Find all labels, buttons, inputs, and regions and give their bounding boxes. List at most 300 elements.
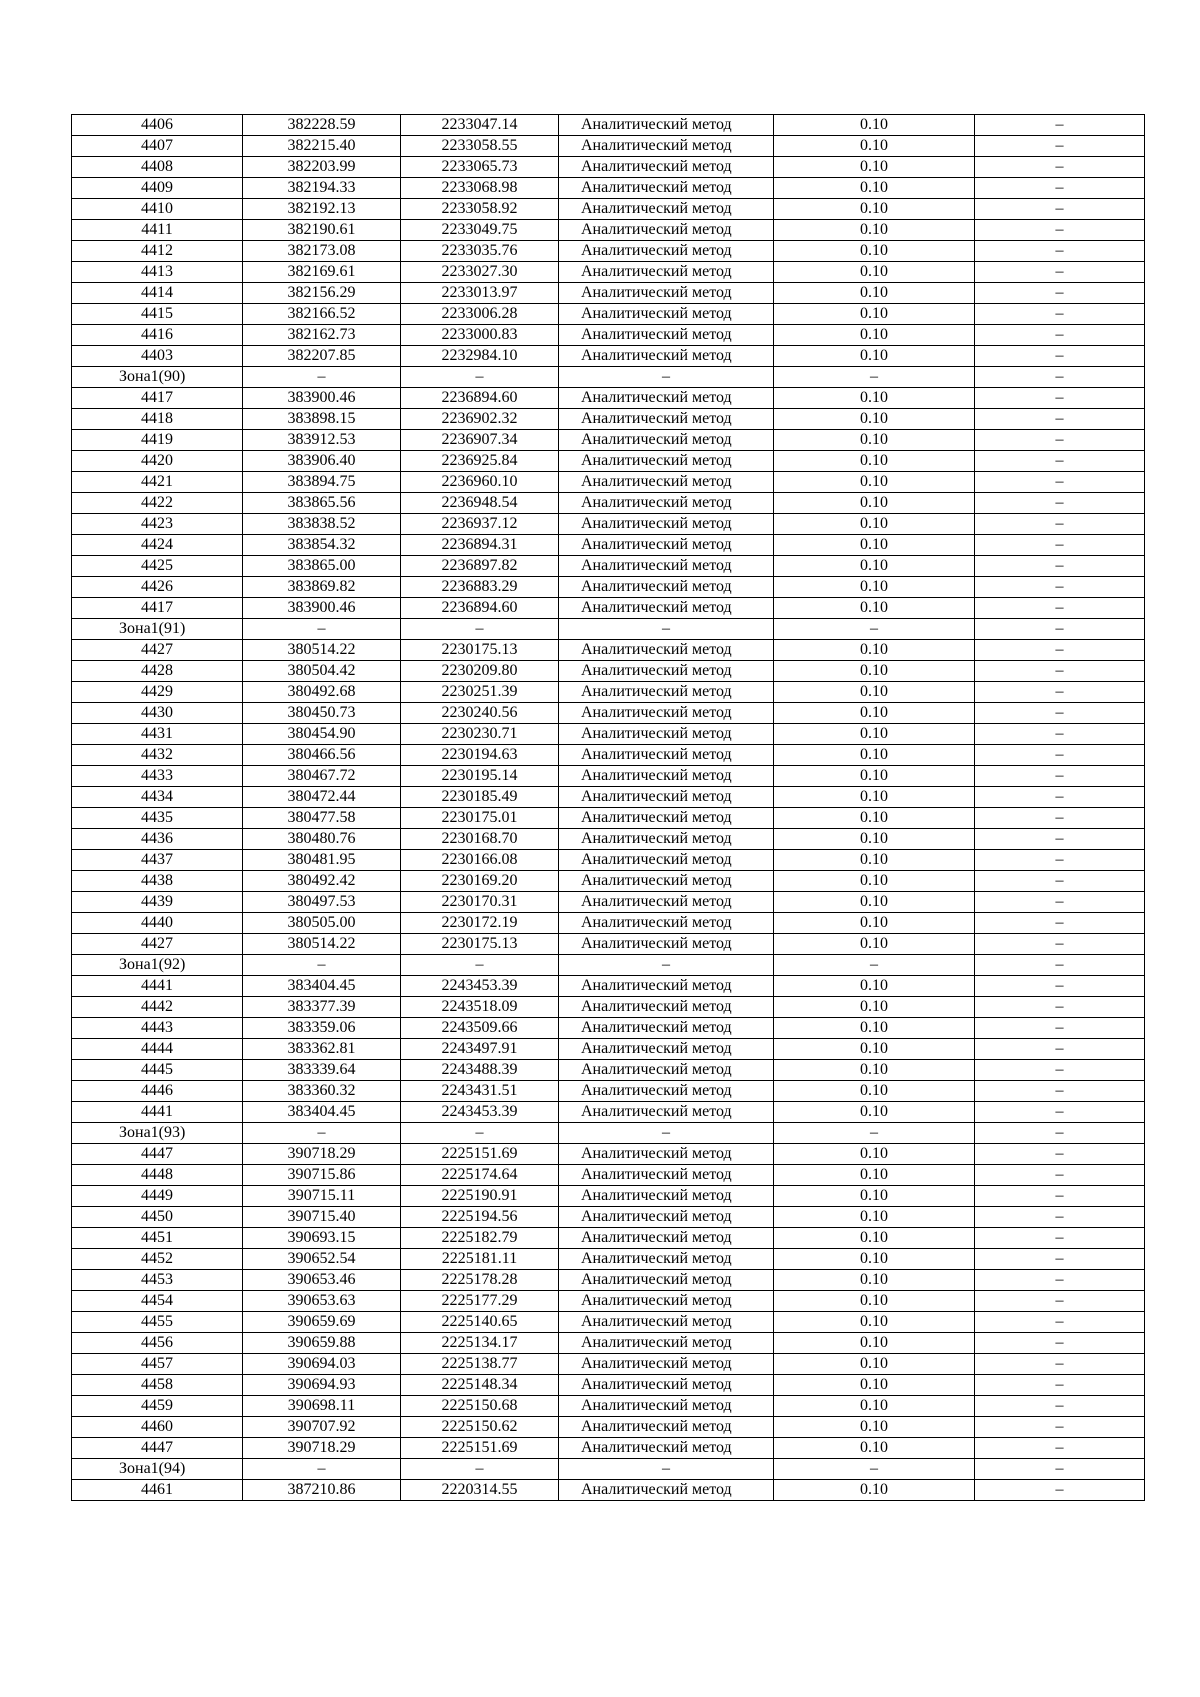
- method-cell: Аналитический метод: [559, 1186, 774, 1207]
- x-coordinate-cell: 383404.45: [243, 1102, 401, 1123]
- y-coordinate-cell: 2236960.10: [401, 472, 559, 493]
- note-cell: –: [975, 367, 1145, 388]
- method-cell: Аналитический метод: [559, 1249, 774, 1270]
- point-number-cell: 4456: [72, 1333, 243, 1354]
- note-cell: –: [975, 1228, 1145, 1249]
- x-coordinate-cell: 383912.53: [243, 430, 401, 451]
- table-row: [72, 1480, 1145, 1501]
- y-coordinate-cell: 2243509.66: [401, 1018, 559, 1039]
- table-row: [72, 178, 1145, 199]
- method-cell: Аналитический метод: [559, 577, 774, 598]
- note-cell: –: [975, 535, 1145, 556]
- accuracy-cell: 0.10: [774, 220, 975, 241]
- zone-name-cell: Зона1(90): [72, 367, 243, 388]
- method-cell: Аналитический метод: [559, 661, 774, 682]
- table-row: [72, 388, 1145, 409]
- note-cell: –: [975, 346, 1145, 367]
- zone-header-row: [72, 1123, 1145, 1144]
- table-row: [72, 262, 1145, 283]
- note-cell: –: [975, 262, 1145, 283]
- accuracy-cell: 0.10: [774, 1270, 975, 1291]
- coordinates-table: [71, 114, 1145, 1501]
- method-cell: Аналитический метод: [559, 892, 774, 913]
- y-coordinate-cell: 2236894.31: [401, 535, 559, 556]
- x-coordinate-cell: 390715.86: [243, 1165, 401, 1186]
- note-cell: –: [975, 745, 1145, 766]
- x-coordinate-cell: 383360.32: [243, 1081, 401, 1102]
- y-coordinate-cell: 2236937.12: [401, 514, 559, 535]
- method-cell: Аналитический метод: [559, 514, 774, 535]
- y-coordinate-cell: 2233006.28: [401, 304, 559, 325]
- x-coordinate-cell: 383838.52: [243, 514, 401, 535]
- y-coordinate-cell: 2232984.10: [401, 346, 559, 367]
- point-number-cell: 4451: [72, 1228, 243, 1249]
- point-number-cell: 4429: [72, 682, 243, 703]
- point-number-cell: 4416: [72, 325, 243, 346]
- accuracy-cell: 0.10: [774, 535, 975, 556]
- method-cell: Аналитический метод: [559, 304, 774, 325]
- point-number-cell: 4447: [72, 1144, 243, 1165]
- point-number-cell: 4417: [72, 388, 243, 409]
- x-coordinate-cell: 382166.52: [243, 304, 401, 325]
- point-number-cell: 4449: [72, 1186, 243, 1207]
- table-row: [72, 409, 1145, 430]
- method-cell: Аналитический метод: [559, 1333, 774, 1354]
- table-row: [72, 1438, 1145, 1459]
- method-cell: Аналитический метод: [559, 934, 774, 955]
- note-cell: –: [975, 1249, 1145, 1270]
- y-coordinate-cell: 2233049.75: [401, 220, 559, 241]
- table-row: [72, 241, 1145, 262]
- method-cell: Аналитический метод: [559, 829, 774, 850]
- method-cell: Аналитический метод: [559, 1165, 774, 1186]
- accuracy-cell: 0.10: [774, 577, 975, 598]
- method-cell: Аналитический метод: [559, 241, 774, 262]
- accuracy-cell: 0.10: [774, 724, 975, 745]
- method-cell: Аналитический метод: [559, 913, 774, 934]
- y-coordinate-cell: 2236907.34: [401, 430, 559, 451]
- note-cell: –: [975, 1165, 1145, 1186]
- x-coordinate-cell: 390659.69: [243, 1312, 401, 1333]
- accuracy-cell: 0.10: [774, 262, 975, 283]
- y-coordinate-cell: 2230185.49: [401, 787, 559, 808]
- x-coordinate-cell: –: [243, 1123, 401, 1144]
- note-cell: –: [975, 1480, 1145, 1501]
- accuracy-cell: 0.10: [774, 913, 975, 934]
- note-cell: –: [975, 787, 1145, 808]
- accuracy-cell: 0.10: [774, 1312, 975, 1333]
- accuracy-cell: 0.10: [774, 1228, 975, 1249]
- method-cell: –: [559, 1459, 774, 1480]
- method-cell: Аналитический метод: [559, 703, 774, 724]
- table-row: [72, 892, 1145, 913]
- table-row: [72, 577, 1145, 598]
- table-row: [72, 220, 1145, 241]
- point-number-cell: 4435: [72, 808, 243, 829]
- y-coordinate-cell: 2233013.97: [401, 283, 559, 304]
- y-coordinate-cell: 2233027.30: [401, 262, 559, 283]
- method-cell: Аналитический метод: [559, 220, 774, 241]
- y-coordinate-cell: 2236883.29: [401, 577, 559, 598]
- point-number-cell: 4406: [72, 115, 243, 136]
- note-cell: –: [975, 850, 1145, 871]
- x-coordinate-cell: 383865.56: [243, 493, 401, 514]
- y-coordinate-cell: 2230172.19: [401, 913, 559, 934]
- table-row: [72, 451, 1145, 472]
- method-cell: Аналитический метод: [559, 598, 774, 619]
- note-cell: –: [975, 1207, 1145, 1228]
- point-number-cell: 4443: [72, 1018, 243, 1039]
- table-row: [72, 1102, 1145, 1123]
- note-cell: –: [975, 976, 1145, 997]
- y-coordinate-cell: 2230175.01: [401, 808, 559, 829]
- x-coordinate-cell: 380504.42: [243, 661, 401, 682]
- x-coordinate-cell: 382173.08: [243, 241, 401, 262]
- x-coordinate-cell: 383362.81: [243, 1039, 401, 1060]
- accuracy-cell: 0.10: [774, 199, 975, 220]
- point-number-cell: 4445: [72, 1060, 243, 1081]
- method-cell: –: [559, 955, 774, 976]
- x-coordinate-cell: 380477.58: [243, 808, 401, 829]
- method-cell: Аналитический метод: [559, 157, 774, 178]
- table-row: [72, 850, 1145, 871]
- x-coordinate-cell: 390693.15: [243, 1228, 401, 1249]
- accuracy-cell: 0.10: [774, 514, 975, 535]
- point-number-cell: 4421: [72, 472, 243, 493]
- table-row: [72, 157, 1145, 178]
- note-cell: –: [975, 829, 1145, 850]
- y-coordinate-cell: 2225190.91: [401, 1186, 559, 1207]
- y-coordinate-cell: 2230195.14: [401, 766, 559, 787]
- table-row: [72, 745, 1145, 766]
- table-row: [72, 1417, 1145, 1438]
- accuracy-cell: –: [774, 1123, 975, 1144]
- x-coordinate-cell: 390718.29: [243, 1144, 401, 1165]
- method-cell: Аналитический метод: [559, 1291, 774, 1312]
- x-coordinate-cell: –: [243, 619, 401, 640]
- zone-header-row: [72, 1459, 1145, 1480]
- accuracy-cell: 0.10: [774, 1081, 975, 1102]
- accuracy-cell: 0.10: [774, 766, 975, 787]
- method-cell: Аналитический метод: [559, 766, 774, 787]
- accuracy-cell: 0.10: [774, 1186, 975, 1207]
- method-cell: Аналитический метод: [559, 325, 774, 346]
- method-cell: Аналитический метод: [559, 409, 774, 430]
- note-cell: –: [975, 871, 1145, 892]
- method-cell: Аналитический метод: [559, 430, 774, 451]
- x-coordinate-cell: 380450.73: [243, 703, 401, 724]
- method-cell: Аналитический метод: [559, 997, 774, 1018]
- accuracy-cell: 0.10: [774, 976, 975, 997]
- point-number-cell: 4407: [72, 136, 243, 157]
- point-number-cell: 4427: [72, 934, 243, 955]
- y-coordinate-cell: 2225151.69: [401, 1144, 559, 1165]
- table-row: [72, 514, 1145, 535]
- point-number-cell: 4455: [72, 1312, 243, 1333]
- x-coordinate-cell: 382162.73: [243, 325, 401, 346]
- y-coordinate-cell: –: [401, 367, 559, 388]
- note-cell: –: [975, 913, 1145, 934]
- accuracy-cell: –: [774, 619, 975, 640]
- point-number-cell: 4430: [72, 703, 243, 724]
- table-row: [72, 535, 1145, 556]
- note-cell: –: [975, 1081, 1145, 1102]
- accuracy-cell: 0.10: [774, 556, 975, 577]
- y-coordinate-cell: 2230175.13: [401, 640, 559, 661]
- table-row: [72, 661, 1145, 682]
- point-number-cell: 4409: [72, 178, 243, 199]
- note-cell: –: [975, 493, 1145, 514]
- y-coordinate-cell: 2236925.84: [401, 451, 559, 472]
- method-cell: Аналитический метод: [559, 1228, 774, 1249]
- zone-header-row: [72, 367, 1145, 388]
- note-cell: –: [975, 955, 1145, 976]
- point-number-cell: 4417: [72, 598, 243, 619]
- accuracy-cell: 0.10: [774, 325, 975, 346]
- point-number-cell: 4403: [72, 346, 243, 367]
- x-coordinate-cell: 382192.13: [243, 199, 401, 220]
- method-cell: Аналитический метод: [559, 1270, 774, 1291]
- table-row: [72, 934, 1145, 955]
- method-cell: Аналитический метод: [559, 1480, 774, 1501]
- y-coordinate-cell: 2225181.11: [401, 1249, 559, 1270]
- coordinates-table-body: [72, 115, 1145, 1501]
- note-cell: –: [975, 577, 1145, 598]
- note-cell: –: [975, 556, 1145, 577]
- y-coordinate-cell: –: [401, 955, 559, 976]
- accuracy-cell: 0.10: [774, 871, 975, 892]
- accuracy-cell: 0.10: [774, 1396, 975, 1417]
- x-coordinate-cell: 390707.92: [243, 1417, 401, 1438]
- x-coordinate-cell: –: [243, 955, 401, 976]
- note-cell: –: [975, 1186, 1145, 1207]
- accuracy-cell: 0.10: [774, 1417, 975, 1438]
- note-cell: –: [975, 220, 1145, 241]
- y-coordinate-cell: 2230168.70: [401, 829, 559, 850]
- y-coordinate-cell: –: [401, 1123, 559, 1144]
- point-number-cell: 4436: [72, 829, 243, 850]
- accuracy-cell: 0.10: [774, 388, 975, 409]
- y-coordinate-cell: 2243518.09: [401, 997, 559, 1018]
- table-row: [72, 997, 1145, 1018]
- x-coordinate-cell: 380481.95: [243, 850, 401, 871]
- point-number-cell: 4431: [72, 724, 243, 745]
- x-coordinate-cell: 383906.40: [243, 451, 401, 472]
- x-coordinate-cell: –: [243, 1459, 401, 1480]
- note-cell: –: [975, 1354, 1145, 1375]
- accuracy-cell: 0.10: [774, 1165, 975, 1186]
- y-coordinate-cell: 2225174.64: [401, 1165, 559, 1186]
- accuracy-cell: 0.10: [774, 1333, 975, 1354]
- x-coordinate-cell: 390698.11: [243, 1396, 401, 1417]
- table-row: [72, 1333, 1145, 1354]
- note-cell: –: [975, 1060, 1145, 1081]
- point-number-cell: 4427: [72, 640, 243, 661]
- method-cell: Аналитический метод: [559, 178, 774, 199]
- y-coordinate-cell: 2225140.65: [401, 1312, 559, 1333]
- accuracy-cell: 0.10: [774, 682, 975, 703]
- accuracy-cell: 0.10: [774, 1249, 975, 1270]
- note-cell: –: [975, 892, 1145, 913]
- method-cell: Аналитический метод: [559, 724, 774, 745]
- table-row: [72, 1144, 1145, 1165]
- x-coordinate-cell: 383339.64: [243, 1060, 401, 1081]
- table-row: [72, 1312, 1145, 1333]
- point-number-cell: 4450: [72, 1207, 243, 1228]
- accuracy-cell: 0.10: [774, 745, 975, 766]
- method-cell: –: [559, 1123, 774, 1144]
- table-row: [72, 1018, 1145, 1039]
- y-coordinate-cell: 2233000.83: [401, 325, 559, 346]
- accuracy-cell: 0.10: [774, 1291, 975, 1312]
- method-cell: Аналитический метод: [559, 535, 774, 556]
- point-number-cell: 4446: [72, 1081, 243, 1102]
- accuracy-cell: 0.10: [774, 304, 975, 325]
- point-number-cell: 4452: [72, 1249, 243, 1270]
- y-coordinate-cell: 2236894.60: [401, 388, 559, 409]
- x-coordinate-cell: 380497.53: [243, 892, 401, 913]
- table-row: [72, 1375, 1145, 1396]
- x-coordinate-cell: 380505.00: [243, 913, 401, 934]
- y-coordinate-cell: 2230169.20: [401, 871, 559, 892]
- table-row: [72, 829, 1145, 850]
- accuracy-cell: 0.10: [774, 1207, 975, 1228]
- note-cell: –: [975, 430, 1145, 451]
- x-coordinate-cell: 380514.22: [243, 934, 401, 955]
- table-row: [72, 808, 1145, 829]
- table-row: [72, 283, 1145, 304]
- method-cell: Аналитический метод: [559, 745, 774, 766]
- note-cell: –: [975, 598, 1145, 619]
- point-number-cell: 4433: [72, 766, 243, 787]
- point-number-cell: 4441: [72, 1102, 243, 1123]
- x-coordinate-cell: 382203.99: [243, 157, 401, 178]
- point-number-cell: 4438: [72, 871, 243, 892]
- table-row: [72, 724, 1145, 745]
- method-cell: Аналитический метод: [559, 1144, 774, 1165]
- table-row: [72, 1249, 1145, 1270]
- method-cell: Аналитический метод: [559, 640, 774, 661]
- x-coordinate-cell: 390653.46: [243, 1270, 401, 1291]
- y-coordinate-cell: 2243497.91: [401, 1039, 559, 1060]
- method-cell: Аналитический метод: [559, 556, 774, 577]
- point-number-cell: 4418: [72, 409, 243, 430]
- point-number-cell: 4434: [72, 787, 243, 808]
- table-row: [72, 766, 1145, 787]
- x-coordinate-cell: 380492.68: [243, 682, 401, 703]
- method-cell: Аналитический метод: [559, 1102, 774, 1123]
- method-cell: Аналитический метод: [559, 493, 774, 514]
- table-row: [72, 1060, 1145, 1081]
- accuracy-cell: 0.10: [774, 1375, 975, 1396]
- table-row: [72, 304, 1145, 325]
- y-coordinate-cell: 2236894.60: [401, 598, 559, 619]
- accuracy-cell: 0.10: [774, 115, 975, 136]
- accuracy-cell: 0.10: [774, 136, 975, 157]
- point-number-cell: 4426: [72, 577, 243, 598]
- zone-header-row: [72, 619, 1145, 640]
- y-coordinate-cell: 2225134.17: [401, 1333, 559, 1354]
- table-row: [72, 787, 1145, 808]
- point-number-cell: 4411: [72, 220, 243, 241]
- y-coordinate-cell: 2233058.92: [401, 199, 559, 220]
- x-coordinate-cell: 387210.86: [243, 1480, 401, 1501]
- point-number-cell: 4424: [72, 535, 243, 556]
- note-cell: –: [975, 136, 1145, 157]
- x-coordinate-cell: 383854.32: [243, 535, 401, 556]
- y-coordinate-cell: 2225138.77: [401, 1354, 559, 1375]
- y-coordinate-cell: 2230170.31: [401, 892, 559, 913]
- y-coordinate-cell: 2236902.32: [401, 409, 559, 430]
- accuracy-cell: –: [774, 955, 975, 976]
- x-coordinate-cell: 380472.44: [243, 787, 401, 808]
- method-cell: Аналитический метод: [559, 682, 774, 703]
- y-coordinate-cell: 2243488.39: [401, 1060, 559, 1081]
- x-coordinate-cell: 382207.85: [243, 346, 401, 367]
- note-cell: –: [975, 619, 1145, 640]
- y-coordinate-cell: –: [401, 1459, 559, 1480]
- point-number-cell: 4461: [72, 1480, 243, 1501]
- y-coordinate-cell: 2225148.34: [401, 1375, 559, 1396]
- x-coordinate-cell: 382215.40: [243, 136, 401, 157]
- y-coordinate-cell: 2243453.39: [401, 976, 559, 997]
- accuracy-cell: 0.10: [774, 1480, 975, 1501]
- note-cell: –: [975, 808, 1145, 829]
- method-cell: Аналитический метод: [559, 808, 774, 829]
- y-coordinate-cell: 2225194.56: [401, 1207, 559, 1228]
- note-cell: –: [975, 115, 1145, 136]
- note-cell: –: [975, 514, 1145, 535]
- method-cell: –: [559, 619, 774, 640]
- method-cell: Аналитический метод: [559, 262, 774, 283]
- note-cell: –: [975, 409, 1145, 430]
- accuracy-cell: 0.10: [774, 850, 975, 871]
- x-coordinate-cell: 380466.56: [243, 745, 401, 766]
- accuracy-cell: –: [774, 1459, 975, 1480]
- method-cell: Аналитический метод: [559, 1081, 774, 1102]
- point-number-cell: 4415: [72, 304, 243, 325]
- note-cell: –: [975, 640, 1145, 661]
- table-row: [72, 682, 1145, 703]
- y-coordinate-cell: 2230209.80: [401, 661, 559, 682]
- x-coordinate-cell: 383900.46: [243, 598, 401, 619]
- method-cell: Аналитический метод: [559, 1039, 774, 1060]
- x-coordinate-cell: 380492.42: [243, 871, 401, 892]
- x-coordinate-cell: 383865.00: [243, 556, 401, 577]
- point-number-cell: 4447: [72, 1438, 243, 1459]
- note-cell: –: [975, 451, 1145, 472]
- table-row: [72, 1291, 1145, 1312]
- method-cell: Аналитический метод: [559, 1018, 774, 1039]
- y-coordinate-cell: 2225150.62: [401, 1417, 559, 1438]
- note-cell: –: [975, 661, 1145, 682]
- point-number-cell: 4460: [72, 1417, 243, 1438]
- table-row: [72, 1081, 1145, 1102]
- y-coordinate-cell: 2236948.54: [401, 493, 559, 514]
- accuracy-cell: 0.10: [774, 703, 975, 724]
- point-number-cell: 4408: [72, 157, 243, 178]
- note-cell: –: [975, 241, 1145, 262]
- note-cell: –: [975, 1417, 1145, 1438]
- zone-name-cell: Зона1(94): [72, 1459, 243, 1480]
- x-coordinate-cell: 390653.63: [243, 1291, 401, 1312]
- note-cell: –: [975, 1291, 1145, 1312]
- point-number-cell: 4410: [72, 199, 243, 220]
- y-coordinate-cell: 2230230.71: [401, 724, 559, 745]
- note-cell: –: [975, 1438, 1145, 1459]
- table-row: [72, 1165, 1145, 1186]
- accuracy-cell: 0.10: [774, 493, 975, 514]
